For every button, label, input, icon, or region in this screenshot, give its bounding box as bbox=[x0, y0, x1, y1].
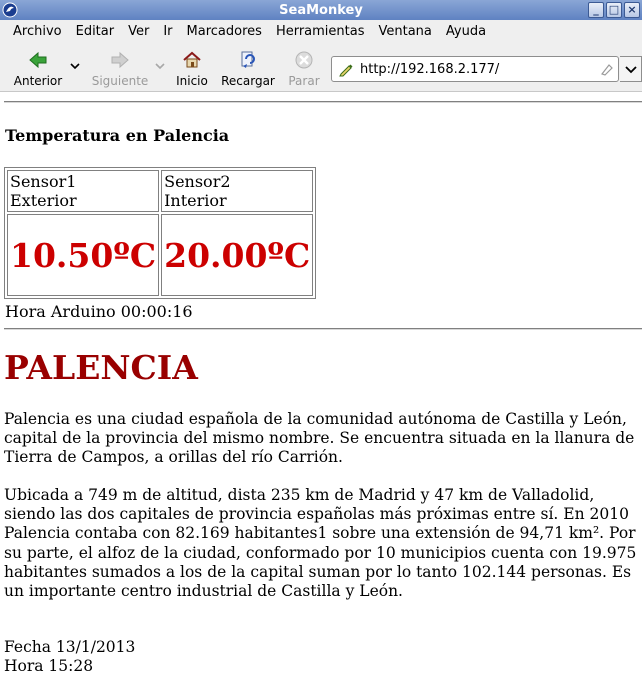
top-divider bbox=[4, 101, 642, 103]
arduino-time: Hora Arduino 00:00:16 bbox=[5, 302, 193, 321]
stop-button[interactable] bbox=[284, 50, 324, 90]
reload-icon bbox=[238, 50, 258, 70]
forward-label: Siguiente bbox=[91, 74, 149, 88]
sensor2-header-cell bbox=[161, 170, 313, 212]
sensor-table bbox=[4, 167, 316, 299]
menu-herramientas[interactable]: Herramientas bbox=[275, 23, 365, 39]
stop-label: Parar bbox=[288, 74, 320, 88]
arrow-right-icon bbox=[110, 50, 130, 70]
table-row bbox=[7, 214, 313, 296]
page-proxy-icon[interactable] bbox=[338, 61, 354, 77]
back-label: Anterior bbox=[13, 74, 63, 88]
city-title: PALENCIA bbox=[4, 348, 198, 387]
table-row bbox=[7, 170, 313, 212]
back-button[interactable] bbox=[10, 50, 66, 90]
url-bar[interactable] bbox=[331, 56, 619, 82]
bookmark-star-icon[interactable] bbox=[600, 62, 614, 76]
sensor1-value: 10.50ºC bbox=[7, 214, 159, 296]
arrow-left-icon bbox=[28, 50, 48, 70]
menu-bar bbox=[0, 20, 642, 42]
home-icon bbox=[182, 50, 202, 70]
menu-ventana[interactable]: Ventana bbox=[378, 23, 432, 39]
sensor1-location: Exterior bbox=[10, 191, 77, 210]
sensor2-value: 20.00ºC bbox=[161, 214, 313, 296]
maximize-button[interactable]: □ bbox=[606, 2, 622, 18]
menu-marcadores[interactable]: Marcadores bbox=[186, 23, 262, 39]
stop-icon bbox=[294, 50, 314, 70]
window-title: SeaMonkey bbox=[279, 2, 363, 18]
url-input[interactable]: http://192.168.2.177/ bbox=[360, 61, 500, 77]
url-history-dropdown[interactable] bbox=[620, 56, 642, 82]
title-bar bbox=[0, 0, 642, 20]
home-button[interactable] bbox=[172, 50, 212, 90]
menu-ver[interactable]: Ver bbox=[128, 23, 150, 39]
window-controls bbox=[588, 2, 640, 18]
page-heading: Temperatura en Palencia bbox=[5, 126, 230, 145]
close-button[interactable]: × bbox=[624, 2, 640, 18]
forward-button[interactable] bbox=[88, 50, 152, 90]
home-label: Inicio bbox=[176, 74, 208, 88]
sensor2-location: Interior bbox=[164, 191, 227, 210]
sensor2-name: Sensor2 bbox=[164, 172, 231, 191]
reload-button[interactable] bbox=[216, 50, 280, 90]
chevron-down-icon bbox=[625, 66, 637, 74]
paragraph-intro: Palencia es una ciudad española de la comunidad autónoma de Castilla y León, capital de la provincia del mismo nombre. Se encuentra situada en la llanura de Tierra de Campos, a orillas del río Carrión. bbox=[4, 410, 635, 467]
back-dropdown-icon[interactable] bbox=[70, 62, 80, 70]
web-content bbox=[0, 92, 642, 688]
menu-editar[interactable]: Editar bbox=[75, 23, 115, 39]
sensor1-header-cell bbox=[7, 170, 159, 212]
seamonkey-icon bbox=[2, 2, 18, 18]
menu-archivo[interactable]: Archivo bbox=[13, 23, 62, 39]
date-text: Fecha 13/1/2013 bbox=[4, 638, 136, 656]
sensor1-name: Sensor1 bbox=[10, 172, 77, 191]
minimize-button[interactable]: _ bbox=[588, 2, 604, 18]
reload-label: Recargar bbox=[221, 74, 275, 88]
time-text: Hora 15:28 bbox=[4, 657, 94, 675]
forward-dropdown-icon[interactable] bbox=[155, 62, 165, 70]
middle-divider bbox=[4, 328, 642, 330]
paragraph-details: Ubicada a 749 m de altitud, dista 235 km de Madrid y 47 km de Valladolid, siendo las dos capitales de provincia españolas más próximas entre sí. En 2010 Palencia contaba con 82.169 habitantes1 sobre una extensión de 94,71 km². Por su parte, el alfoz de la ciudad, conformado por 10 municipios cuenta con 19.975 habitantes sumados a los de la capital suman por lo tanto 102.144 personas. Es un importante centro industrial de Castilla y León. bbox=[4, 486, 637, 601]
menu-ayuda[interactable]: Ayuda bbox=[445, 23, 487, 39]
menu-ir[interactable]: Ir bbox=[163, 23, 173, 39]
